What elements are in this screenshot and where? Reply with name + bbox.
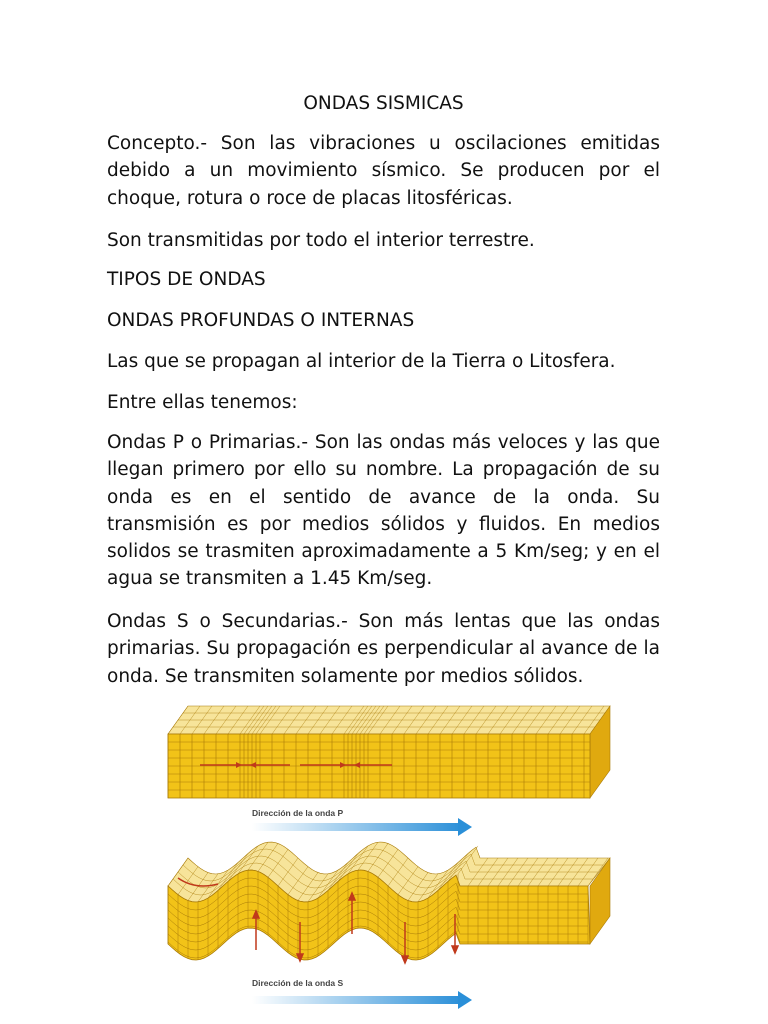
p-wave-direction-label: Dirección de la onda P [252, 808, 344, 818]
paragraph-ondas-p: Ondas P o Primarias.- Son las ondas más veloces y las que llegan primero por ello su nombre. La propagación de su onda es en el sentido de avance de la onda. Su transmisión es por medios sólidos y fluidos. En medios solidos se trasmiten aproximadamente a 5 Km/seg; y en el agua se transmiten a 1.45 Km/seg. [107, 432, 660, 590]
paragraph-concepto: Concepto.- Son las vibraciones u oscilaciones emitidas debido a un movimiento sísmico. Se producen por el choque, rotura o roce de placas litosféricas. [107, 133, 660, 209]
paragraph-transmitidas: Son transmitidas por todo el interior terrestre. [107, 230, 535, 251]
paragraph-propagan: Las que se propagan al interior de la Tierra o Litosfera. [107, 351, 616, 372]
seismic-wave-diagram [160, 700, 615, 1020]
p-wave-block [168, 706, 610, 798]
heading-ondas-profundas: ONDAS PROFUNDAS O INTERNAS [107, 310, 415, 331]
p-wave-direction-arrow [252, 818, 472, 836]
heading-tipos-de-ondas: TIPOS DE ONDAS [107, 269, 266, 290]
s-wave-block [168, 842, 610, 963]
paragraph-entre-ellas: Entre ellas tenemos: [107, 392, 298, 413]
page-title: ONDAS SISMICAS [303, 93, 464, 114]
s-wave-direction-arrow [252, 991, 472, 1009]
paragraph-ondas-s: Ondas S o Secundarias.- Son más lentas que las ondas primarias. Su propagación es perpendicular al avance de la onda. Se transmiten solamente por medios sólidos. [107, 611, 660, 687]
s-wave-direction-label: Dirección de la onda S [252, 978, 344, 988]
